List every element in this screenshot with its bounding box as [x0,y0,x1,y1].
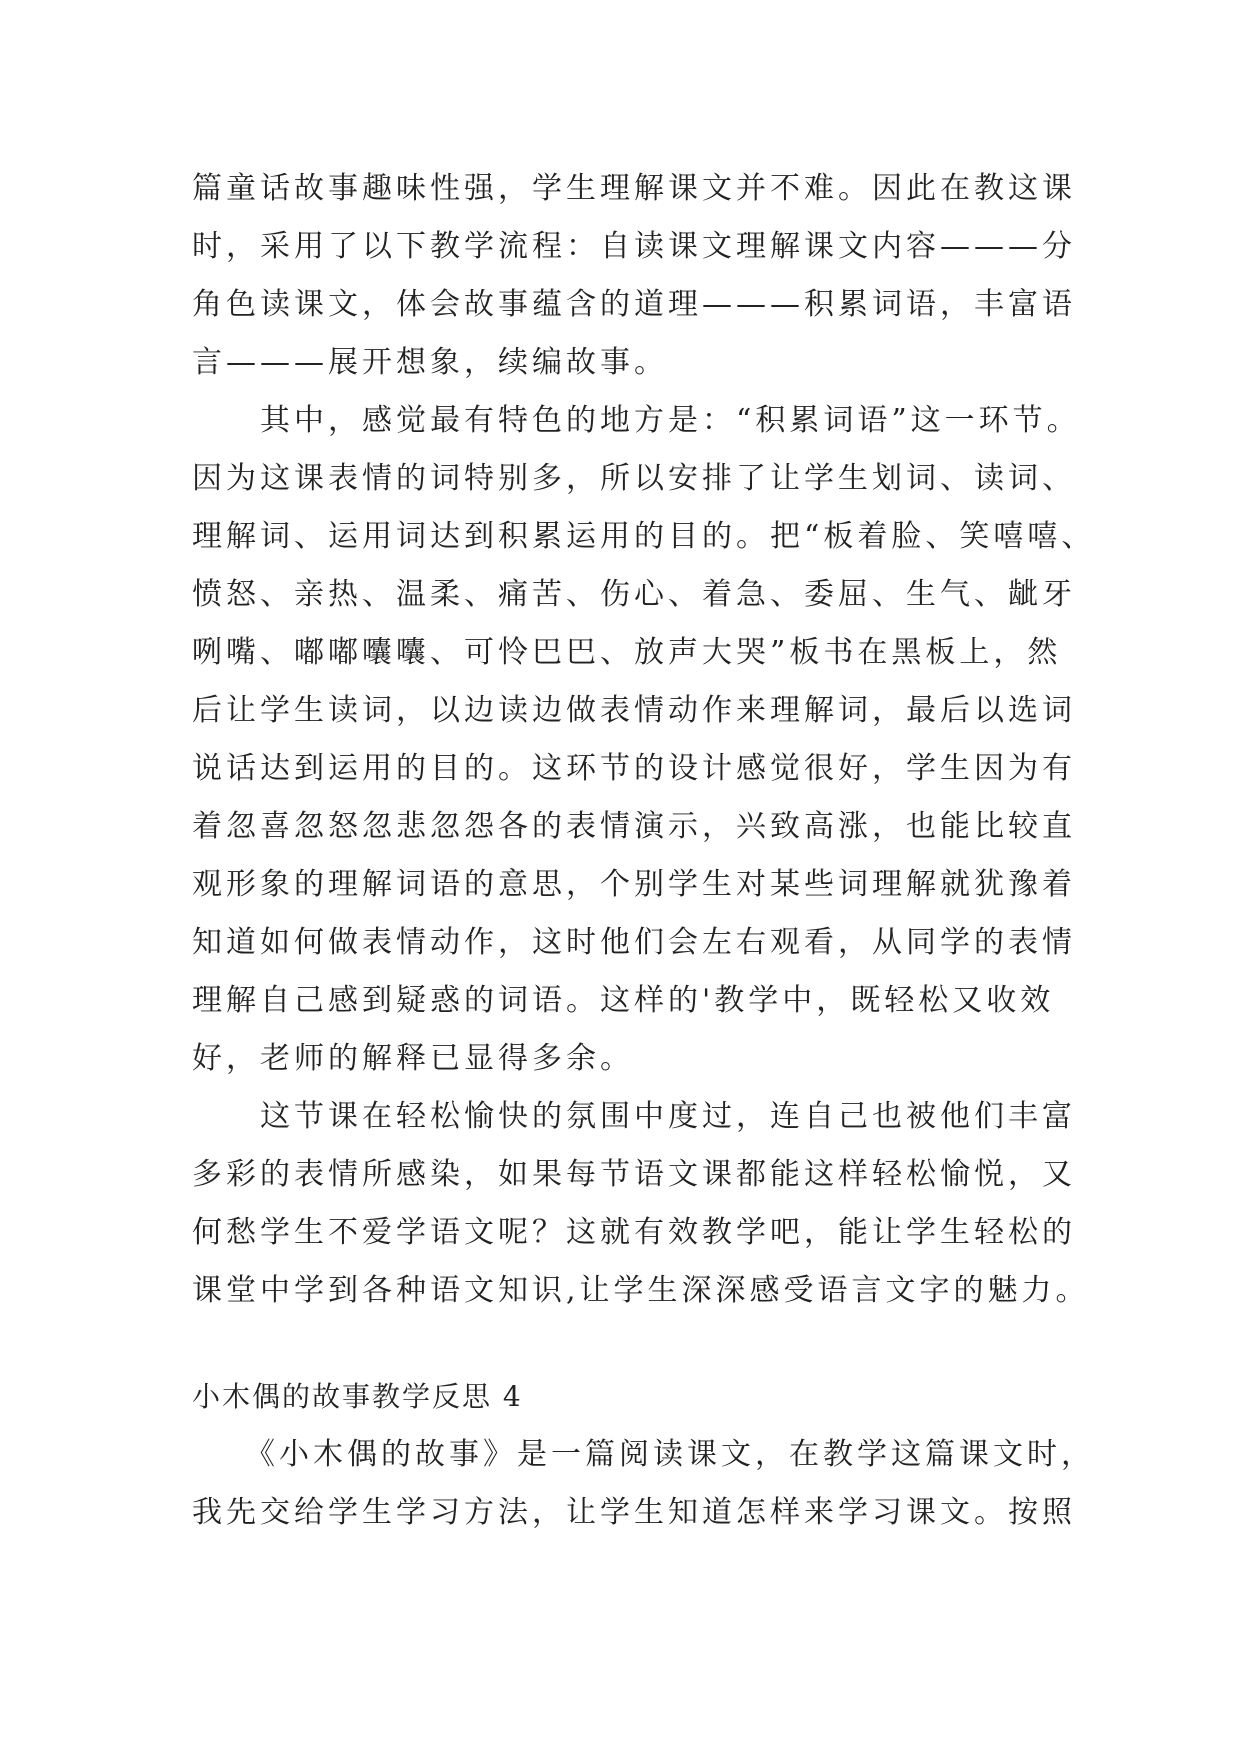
text-line: 着忽喜忽怒忽悲忽怨各的表情演示，兴致高涨，也能比较直 [192,809,1076,844]
text-line: 理解自己感到疑惑的词语。这样的'教学中，既轻松又收效 [192,983,1055,1018]
text-line: 篇童话故事趣味性强，学生理解课文并不难。因此在教这课 [192,171,1076,206]
text-line: 因为这课表情的词特别多，所以安排了让学生划词、读词、 [192,461,1076,496]
text-line: 时，采用了以下教学流程：自读课文理解课文内容———分 [192,229,1076,264]
text-line: 言———展开想象，续编故事。 [192,345,668,380]
text-line: 咧嘴、嘟嘟囔囔、可怜巴巴、放声大哭”板书在黑板上，然 [192,635,1062,670]
document-page [192,160,1096,1542]
text-line: 多彩的表情所感染，如果每节语文课都能这样轻松愉悦，又 [192,1157,1076,1192]
text-line: 好，老师的解释已显得多余。 [192,1041,634,1076]
text-line: 知道如何做表情动作，这时他们会左右观看，从同学的表情 [192,925,1076,960]
text-line: 后让学生读词，以边读边做表情动作来理解词，最后以选词 [192,693,1076,728]
text-line: 这节课在轻松愉快的氛围中度过，连自己也被他们丰富 [192,1099,1076,1134]
paragraph-conclusion [192,1088,1090,1320]
text-line: 观形象的理解词语的意思，个别学生对某些词理解就犹豫着 [192,867,1076,902]
text-line: 何愁学生不爱学语文呢？这就有效教学吧，能让学生轻松的 [192,1215,1076,1250]
text-line: 我先交给学生学习方法，让学生知道怎样来学习课文。按照 [192,1495,1076,1530]
section-heading: 小木偶的故事教学反思 4 [192,1380,523,1413]
text-line: 课堂中学到各种语文知识,让学生深深感受语言文字的魅力。 [192,1273,1090,1308]
paragraph-intro [192,160,1076,392]
text-line: 其中，感觉最有特色的地方是：“积累词语”这一环节。 [192,403,1081,438]
text-line: 《小木偶的故事》是一篇阅读课文，在教学这篇课文时， [192,1437,1095,1472]
text-line: 角色读课文，体会故事蕴含的道理———积累词语，丰富语 [192,287,1076,322]
text-line: 说话达到运用的目的。这环节的设计感觉很好，学生因为有 [192,751,1076,786]
paragraph-vocabulary [192,392,1096,1088]
text-line: 愤怒、亲热、温柔、痛苦、伤心、着急、委屈、生气、龇牙 [192,577,1076,612]
section-reflection-4 [192,1368,1095,1542]
text-line: 理解词、运用词达到积累运用的目的。把“板着脸、笑嘻嘻、 [192,519,1096,554]
